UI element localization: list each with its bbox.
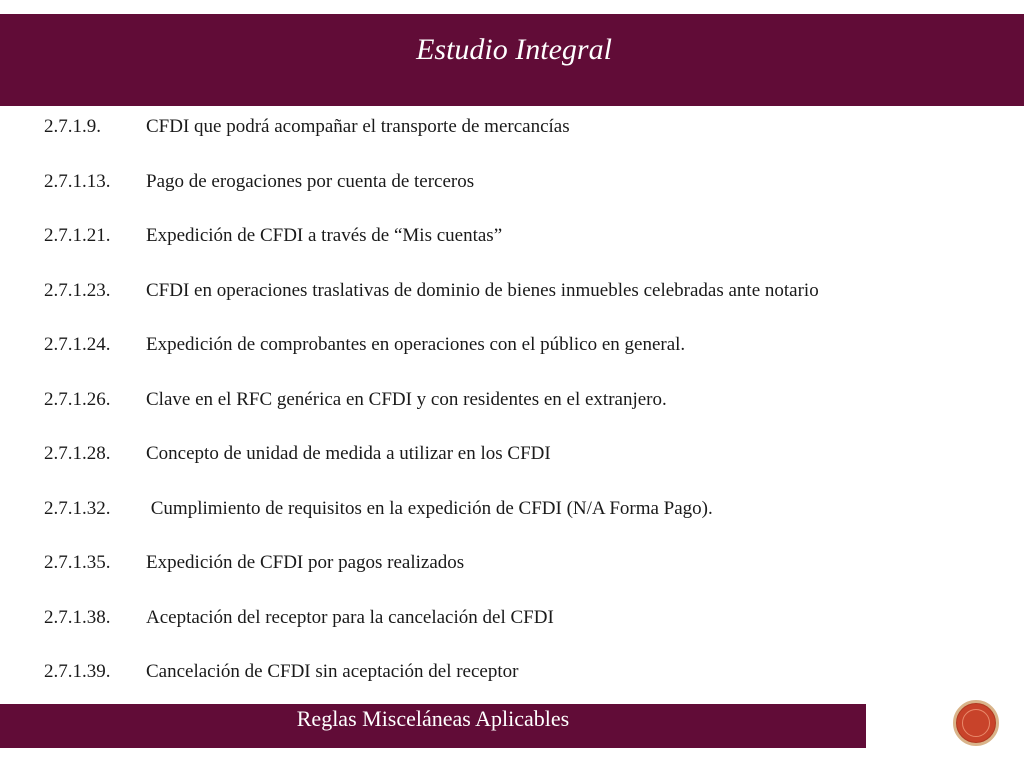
rule-text: CFDI en operaciones traslativas de dominio de bienes inmuebles celebradas ante notario [146, 279, 819, 301]
rule-number: 2.7.1.32. [44, 497, 111, 519]
footer-title: Reglas Misceláneas Aplicables [296, 706, 570, 731]
rule-number: 2.7.1.38. [44, 606, 111, 628]
rule-number: 2.7.1.13. [44, 170, 111, 192]
rule-item [44, 222, 1004, 277]
rule-item [44, 549, 1004, 604]
rule-text: Expedición de CFDI por pagos realizados [146, 552, 465, 573]
rule-text: Expedición de comprobantes en operaciones con el público en general. [146, 334, 686, 355]
rule-item [44, 113, 1004, 168]
rule-number: 2.7.1.24. [44, 334, 111, 355]
rule-number: 2.7.1.23. [44, 279, 111, 301]
rule-item [44, 168, 1004, 223]
rule-text: Pago de erogaciones por cuenta de terceros [146, 170, 475, 192]
rule-item [44, 440, 1004, 495]
slide-title-text: Estudio Integral [416, 33, 612, 66]
rule-item [44, 604, 1004, 659]
rule-text: Cancelación de CFDI sin aceptación del receptor [146, 661, 519, 682]
rule-number: 2.7.1.26. [44, 388, 111, 410]
rule-number: 2.7.1.9. [44, 116, 101, 137]
circle-nav-icon[interactable] [953, 700, 999, 746]
rule-text: Concepto de unidad de medida a utilizar en los CFDI [146, 443, 551, 464]
rule-item [44, 495, 1004, 550]
rule-text: Expedición de CFDI a través de “Mis cuentas” [146, 225, 503, 246]
rule-text: Clave en el RFC genérica en CFDI y con residentes en el extranjero. [146, 388, 667, 410]
circle-nav-icon-ring [962, 709, 990, 737]
rule-item [44, 277, 1004, 332]
rules-list [44, 113, 1004, 713]
rule-number: 2.7.1.35. [44, 552, 111, 573]
rule-number: 2.7.1.39. [44, 661, 111, 682]
rule-item [44, 386, 1004, 441]
rule-number: 2.7.1.21. [44, 225, 111, 246]
rule-text: Aceptación del receptor para la cancelación del CFDI [146, 606, 554, 628]
rule-item [44, 331, 1004, 386]
rule-number: 2.7.1.28. [44, 443, 111, 464]
slide-title [0, 32, 1024, 68]
rule-text: CFDI que podrá acompañar el transporte de mercancías [146, 116, 570, 137]
rule-text: Cumplimiento de requisitos en la expedición de CFDI (N/A Forma Pago). [146, 497, 713, 519]
